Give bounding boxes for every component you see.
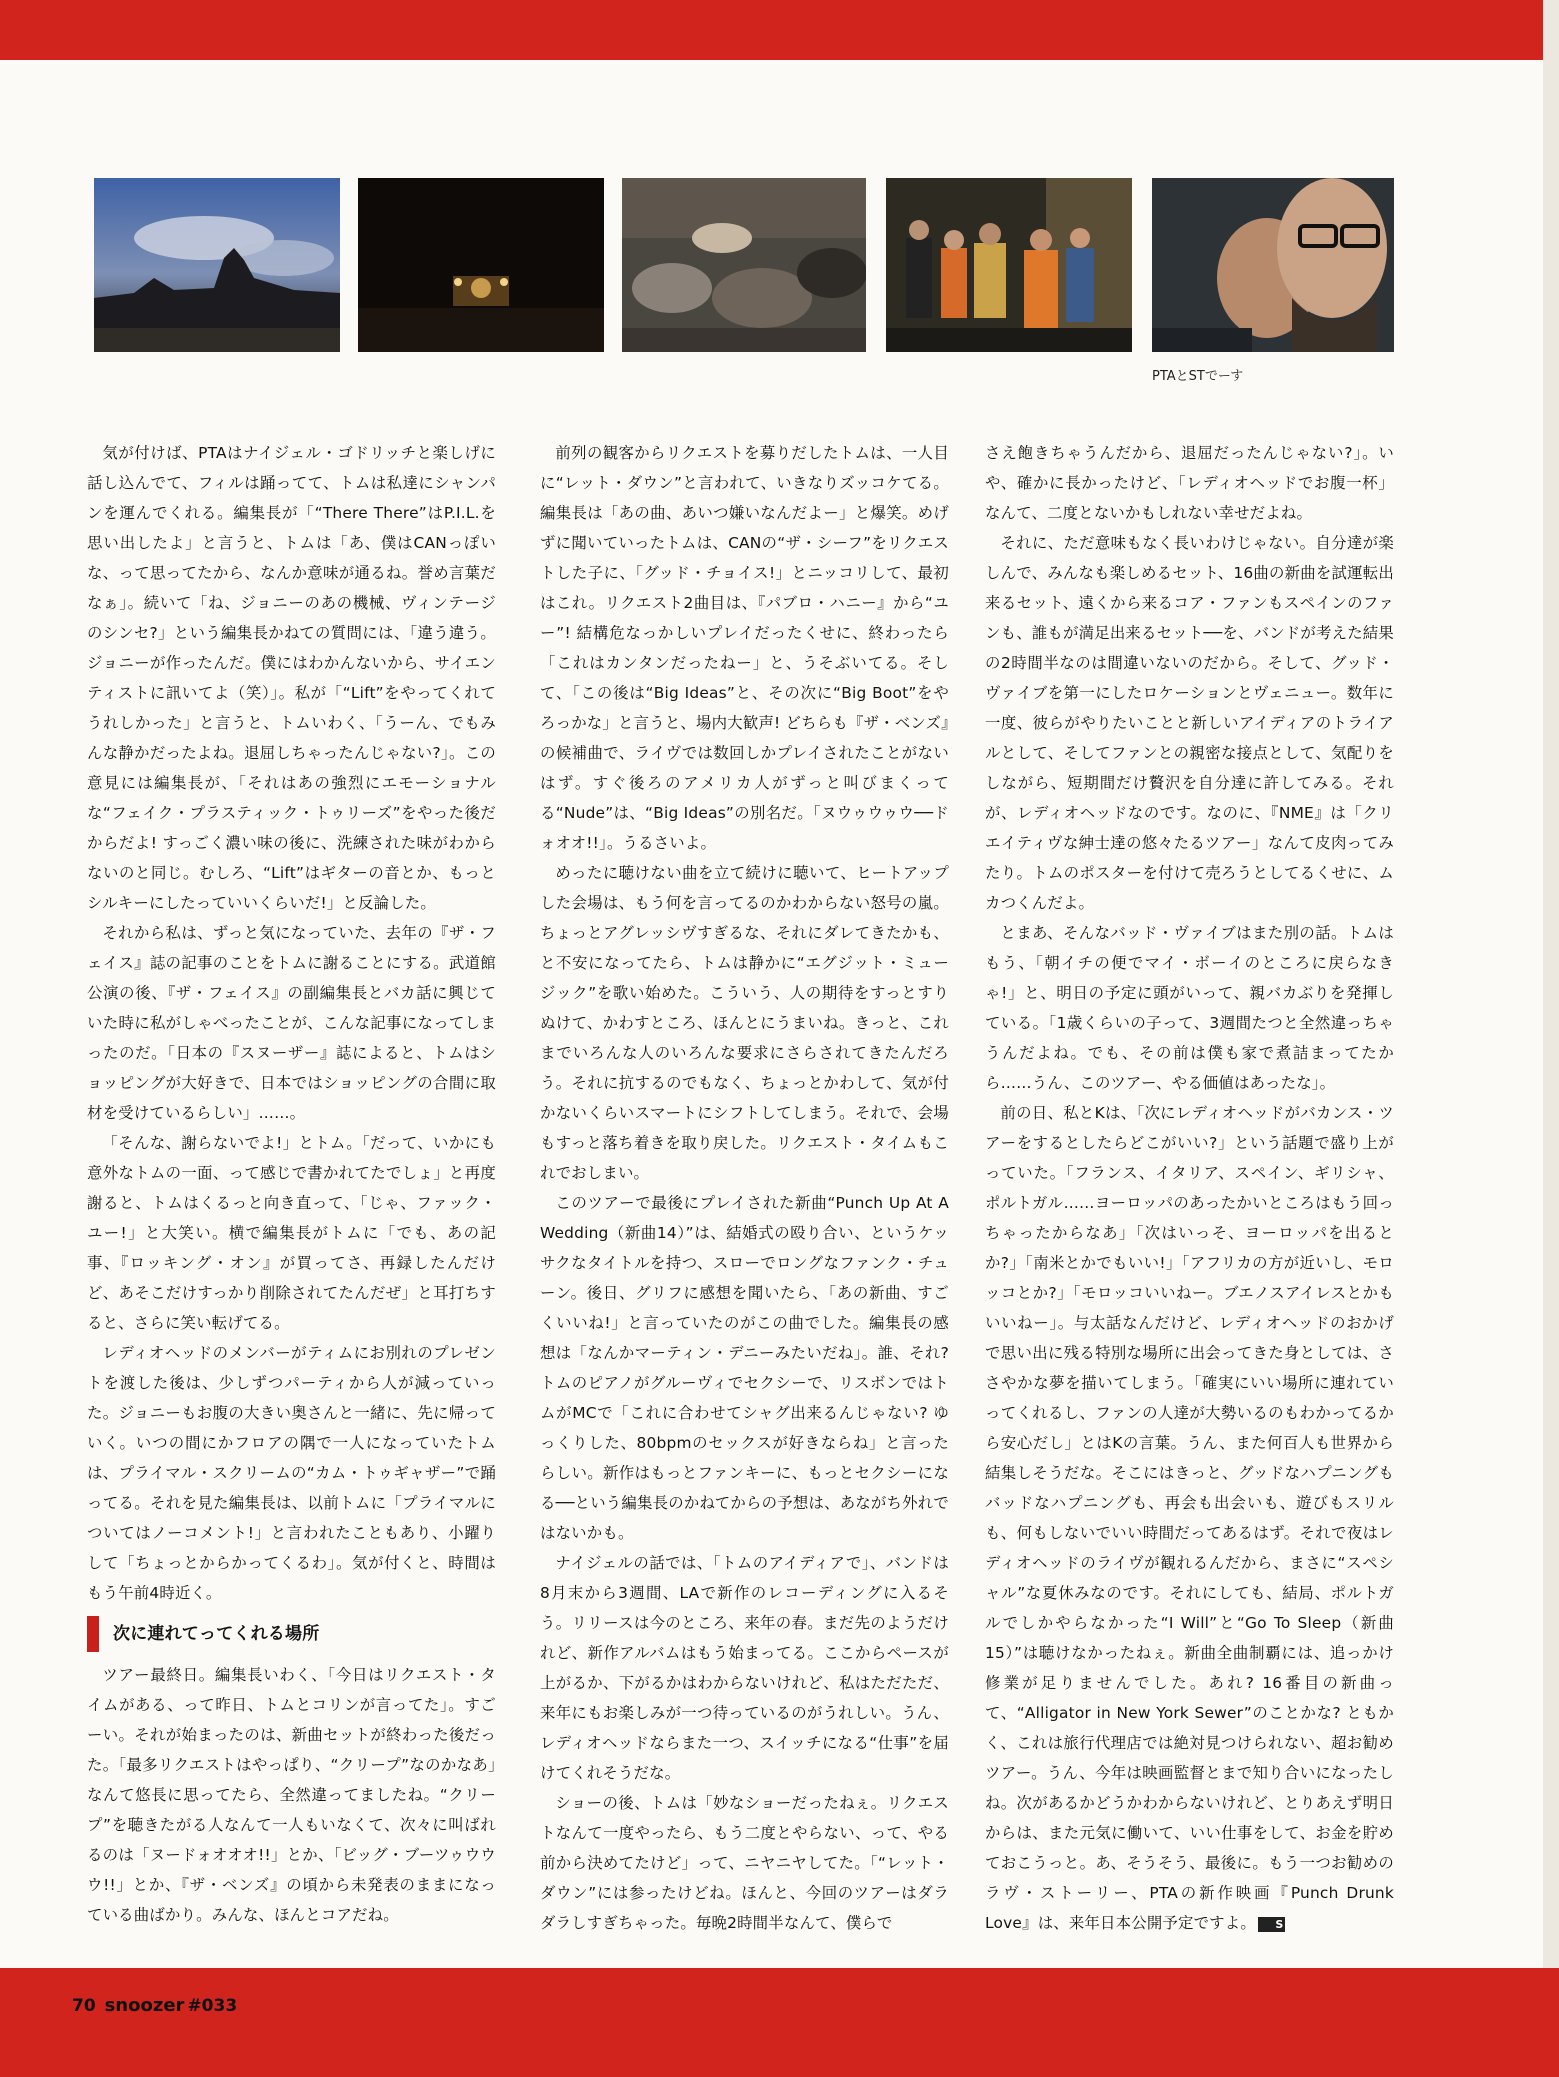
- photo-city-skyline: [94, 178, 340, 352]
- article-column-1: [87, 438, 496, 1930]
- paragraph: 前列の観客からリクエストを募りだしたトムは、一人目に“レット・ダウン”と言われて、いきなりズッコケてる。編集長は「あの曲、あいつ嫌いなんだよー」と爆笑。めげずに聞いていったトムは、CANの“ザ・シーフ”をリクエストした子に、「グッド・チョイス!」とニッコリして、最初はこれ。リクエスト2曲目は、『パブロ・ハニー』から“ユー”! 結構危なっかしいプレイだったくせに、終わったら「これはカンタンだったねー」と、うそぶいてる。そして、「この後は“Big Ideas”と、その次に“Big Boot”をやろっかな」と言うと、場内大歓声! どちらも『ザ・ベンズ』の候補曲で、ライヴでは数回しかプレイされたことがないはず。すぐ後ろのアメリカ人がずっと叫びまくってる“Nude”は、“Big Ideas”の別名だ。「ヌウゥウゥウ──ドォオオ!!」。うるさいよ。: [540, 444, 949, 852]
- section-heading-text: 次に連れてってくれる場所: [113, 1624, 320, 1644]
- paragraph: ツアー最終日。編集長いわく、「今日はリクエスト・タイムがある、って昨日、トムとコリンが言ってた」。すごーい。それが始まったのは、新曲セットが終わった後だった。「最多リクエストはやっぱり、“クリープ”なのかなあ」なんて悠長に思ってたら、全然違ってましたね。“クリープ”を聴きたがる人なんて一人もいなくて、次々に叫ばれるのは「ヌードォオオオ!!」とか、「ビッグ・ブーツゥウウウ!!」とか、『ザ・ベンズ』の頃から未発表のままになっている曲ばかり。みんな、ほんとコアだね。: [87, 1666, 496, 1924]
- paragraph: それに、ただ意味もなく長いわけじゃない。自分達が楽しんで、みんなも楽しめるセット、16曲の新曲を試運転出来るセット、遠くから来るコア・ファンもスペインのファンも、誰もが満足出来るセット──を、バンドが考えた結果の2時間半なのは間違いないのだから。そして、グッド・ヴァイブを第一にしたロケーションとヴェニュー。数年に一度、彼らがやりたいことと新しいアイディアのトライアルとして、そしてファンとの親密な接点として、気配りをしながら、短期間だけ贅沢を自分達に許してみる。それが、レディオヘッドなのです。なのに、『NME』は「クリエイティヴな紳士達の悠々たるツアー」なんて皮肉ってみたり。トムのポスターを付けて売ろうとしてるくせに、ムカつくんだよ。: [985, 534, 1394, 912]
- paragraph: 気が付けば、PTAはナイジェル・ゴドリッチと楽しげに話し込んでて、フィルは踊ってて、トムは私達にシャンパンを運んでくれる。編集長が「“There There”はP.I.L.を思い出したよ」と言うと、トムは「あ、僕はCANっぽいな、って思ってたから、なんか意味が通るね。誉め言葉だなぁ」。続いて「ね、ジョニーのあの機械、ヴィンテージのシンセ?」という編集長かねての質問には、「違う違う。ジョニーが作ったんだ。僕にはわかんないから、サイエンティストに訊いてよ（笑）」。私が「“Lift”をやってくれてうれしかった」と言うと、トムいわく、「うーん、でもみんな静かだったよね。退屈しちゃったんじゃない?」。この意見には編集長が、「それはあの強烈にエモーショナルな“フェイク・プラスティック・トゥリーズ”をやった後だからだよ! すっごく濃い味の後に、洗練された味がわからないのと同じ。むしろ、“Lift”はギターの音とか、もっとシルキーにしたっていいくらいだ!」と反論した。: [87, 444, 496, 912]
- photo-caption: PTAとSTでーす: [1152, 369, 1244, 384]
- photo-night-venue: [358, 178, 604, 352]
- page-edge: [1543, 0, 1559, 2077]
- photo-pta-and-st: [1152, 178, 1394, 352]
- heading-marker: [87, 1616, 99, 1652]
- photo-party-people: [886, 178, 1132, 352]
- magazine-logo: snoozer: [104, 1995, 185, 2016]
- paragraph: ナイジェルの話では、「トムのアイディアで」、バンドは8月末から3週間、LAで新作のレコーディングに入るそう。リリースは今のところ、来年の春。まだ先のようだけれど、新作アルバムはもう始まってる。ここからペースが上がるか、下がるかはわからないけれど、私はただただ、来年にもお楽しみが一つ待っているのがうれしい。うん、レディオヘッドならまた一つ、スイッチになる“仕事”を届けてくれそうだな。: [540, 1554, 949, 1782]
- paragraph-final: [985, 1098, 1394, 1938]
- photo-crowd-floor: [622, 178, 866, 352]
- page-number: 70: [72, 1996, 96, 2016]
- issue-number: #033: [187, 1996, 238, 2016]
- paragraph: とまあ、そんなバッド・ヴァイブはまた別の話。トムはもう、「朝イチの便でマイ・ボーイのところに戻らなきゃ!」と、明日の予定に頭がいって、親バカぶりを発揮している。「1歳くらいの子って、3週間たつと全然違っちゃうんだよね。でも、その前は僕も家で煮詰まってたから……うん、このツアー、やる価値はあったな」。: [985, 924, 1394, 1092]
- paragraph: めったに聴けない曲を立て続けに聴いて、ヒートアップした会場は、もう何を言ってるのかわからない怒号の嵐。ちょっとアグレッシヴすぎるな、それにダレてきたかも、と不安になってたら、トムは静かに“エグジット・ミュージック”を歌い始めた。こういう、人の期待をすっとすりぬけて、かわすところ、ほんとにうまいね。きっと、これまでいろんな人のいろんな要求にさらされてきたんだろう。それに抗するのでもなく、ちょっとかわして、気が付かないくらいスマートにシフトしてしまう。それで、会場もすっと落ち着きを取り戻した。リクエスト・タイムもこれでおしまい。: [540, 864, 949, 1182]
- end-mark-icon: S: [1258, 1917, 1286, 1932]
- paragraph: それから私は、ずっと気になっていた、去年の『ザ・フェイス』誌の記事のことをトムに謝ることにする。武道館公演の後、『ザ・フェイス』の副編集長とバカ話に興じていた時に私がしゃべったことが、こんな記事になってしまったのだ。「日本の『スヌーザー』誌によると、トムはショッピングが大好きで、日本ではショッピングの合間に取材を受けているらしい」……。: [87, 924, 496, 1122]
- paragraph: ショーの後、トムは「妙なショーだったねぇ。リクエストなんて一度やったら、もう二度とやらない、って、やる前から決めてたけど」って、ニヤニヤしてた。「“レット・ダウン”には参ったけどね。ほんと、今回のツアーはダラダラしすぎちゃった。毎晩2時間半なんて、僕らで: [540, 1794, 949, 1932]
- paragraph: このツアーで最後にプレイされた新曲“Punch Up At A Wedding（新曲14）”は、結婚式の殴り合い、というケッサクなタイトルを持つ、スローでロングなファンク・チューン。後日、グリフに感想を聞いたら、「あの新曲、すごくいいね!」と言っていたのがこの曲でした。編集長の感想は「なんかマーティン・デニーみたいだね」。誰、それ? トムのピアノがグルーヴィでセクシーで、リスボンではトムがMCで「これに合わせてシャグ出来るんじゃない? ゆっくりした、80bpmのセックスが好きならね」と言ったらしい。新作はもっとファンキーに、もっとセクシーになる──という編集長のかねてからの予想は、あながち外れではないかも。: [540, 1194, 949, 1542]
- article-column-2: [540, 438, 949, 1938]
- top-red-band: [0, 0, 1559, 60]
- article-column-3: [985, 438, 1394, 1938]
- paragraph: レディオヘッドのメンバーがティムにお別れのプレゼントを渡した後は、少しずつパーティから人が減っていった。ジョニーもお腹の大きい奥さんと一緒に、先に帰っていく。いつの間にかフロアの隅で一人になっていたトムは、プライマル・スクリームの“カム・トゥギャザー”で踊ってる。それを見た編集長は、以前トムに「プライマルについてはノーコメント!」と言われたこともあり、小躍りして「ちょっとからかってくるわ」。気が付くと、時間はもう午前4時近く。: [87, 1344, 496, 1602]
- paragraph: 「そんな、謝らないでよ!」とトム。「だって、いかにも意外なトムの一面、って感じで書かれてたでしょ」と再度謝ると、トムはくるっと向き直って、「じゃ、ファック・ユー!」と大笑い。横で編集長がトムに「でも、あの記事、『ロッキング・オン』が買ってさ、再録したんだけど、あそこだけすっかり削除されてたんだぜ」と耳打ちすると、さらに笑い転げてる。: [87, 1134, 496, 1332]
- section-heading: [87, 1616, 496, 1652]
- paragraph: さえ飽きちゃうんだから、退屈だったんじゃない?」。いや、確かに長かったけど、「レディオヘッドでお腹一杯」なんて、二度とないかもしれない幸せだよね。: [985, 444, 1394, 522]
- paragraph-text: 前の日、私とKは、「次にレディオヘッドがバカンス・ツアーをするとしたらどこがいい?」という話題で盛り上がっていた。「フランス、イタリア、スペイン、ギリシャ、ポルトガル……ヨーロッパのあったかいところはもう回っちゃったからなあ」「次はいっそ、ヨーロッパを出るとか?」「南米とかでもいい!」「アフリカの方が近いし、モロッコとか?」「モロッコいいねー。ブエノスアイレスとかもいいねー」。与太話なんだけど、レディオヘッドのおかげで思い出に残る特別な場所に出会ってきた身としては、ささやかな夢を描いてしまう。「確実にいい場所に連れていってくれるし、ファンの人達が大勢いるのもわかってるから安心だし」とはKの言葉。うん、また何百人も世界から結集しそうだな。そこにはきっと、グッドなハプニングもバッドなハプニングも、再会も出会いも、遊びもスリルも、何もしないでいい時間だってあるはず。それで夜はレディオヘッドのライヴが観れるんだから、まさに“スペシャル”な夏休みなのです。それにしても、結局、ポルトガルでしかやらなかった“I Will”と“Go To Sleep（新曲15）”は聴けなかったねぇ。新曲全曲制覇には、追っかけ修業が足りませんでした。あれ? 16番目の新曲って、“Alligator in New York Sewer”のことかな? ともかく、これは旅行代理店では絶対見つけられない、超お勧めツアー。うん、今年は映画監督とまで知り合いになったしね。次があるかどうかわからないけれど、とりあえず明日からは、また元気に働いて、いい仕事をして、お金を貯めておこうっと。あ、そうそう、最後に。もう一つお勧めのラヴ・ストーリー、PTAの新作映画『Punch Drunk Love』は、来年日本公開予定ですよ。: [985, 1104, 1394, 1932]
- page-folio: [72, 1995, 237, 2016]
- bottom-red-band: [0, 1968, 1559, 2077]
